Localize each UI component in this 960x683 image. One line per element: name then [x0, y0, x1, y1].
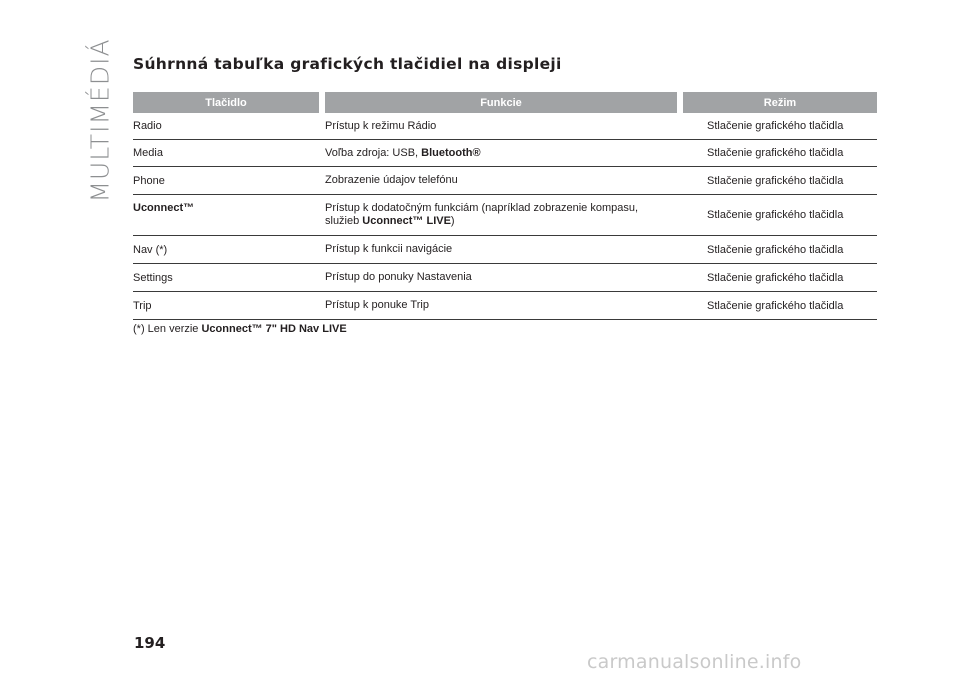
table-header: [133, 92, 877, 113]
footnote-text: (*) Len verzie: [133, 323, 202, 335]
footnote-bold: Uconnect™ 7" HD Nav LIVE: [201, 323, 347, 335]
header-mode: Režim: [683, 92, 877, 113]
cell-function: Prístup k funkcii navigácie: [325, 243, 453, 255]
table-row: [133, 264, 877, 292]
cell-button: Trip: [133, 299, 152, 312]
table-row: [133, 140, 877, 167]
cell-function-text: Voľba zdroja: USB,: [325, 146, 422, 159]
cell-function-bold: Uconnect™ LIVE: [362, 215, 451, 227]
cell-button: Phone: [133, 174, 165, 187]
cell-mode: Stlačenie grafického tlačidla: [707, 147, 844, 159]
cell-function: Prístup k ponuke Trip: [325, 299, 429, 311]
cell-button: Uconnect™: [133, 202, 195, 214]
cell-function: Prístup do ponuky Nastavenia: [325, 271, 472, 283]
watermark: carmanualsonline.info: [587, 651, 802, 673]
cell-mode: Stlačenie grafického tlačidla: [707, 174, 844, 187]
cell-function: [325, 202, 707, 228]
table-row: [133, 167, 877, 195]
cell-function-line2: [325, 215, 707, 228]
buttons-table: [133, 92, 877, 320]
section-side-label: [83, 37, 117, 203]
cell-button: Nav (*): [133, 243, 168, 256]
cell-function-line1: Prístup k dodatočným funkciám (napríklad zobrazenie kompasu,: [325, 202, 639, 214]
header-button: Tlačidlo: [133, 92, 319, 113]
cell-function-text: ): [450, 215, 455, 227]
cell-button: Radio: [133, 120, 162, 132]
cell-mode: Stlačenie grafického tlačidla: [707, 243, 844, 256]
section-side-label-text: MULTIMÉDIÁ: [85, 37, 115, 203]
cell-function: [325, 147, 707, 160]
cell-mode: Stlačenie grafického tlačidla: [707, 120, 844, 132]
cell-function: Prístup k režimu Rádio: [325, 119, 437, 132]
table-row: [133, 236, 877, 264]
cell-mode: Stlačenie grafického tlačidla: [707, 271, 844, 284]
cell-button: Media: [133, 147, 163, 159]
page-title: Súhrnná tabuľka grafických tlačidiel na displeji: [133, 55, 562, 73]
cell-function: Zobrazenie údajov telefónu: [325, 174, 458, 186]
table-row: [133, 292, 877, 320]
cell-function-text: služieb: [325, 215, 363, 227]
footnote: [133, 323, 347, 335]
page-number: 194: [134, 634, 166, 652]
table-row: [133, 195, 877, 236]
cell-function-bold: Bluetooth®: [421, 146, 481, 159]
table-row: [133, 113, 877, 140]
cell-mode: Stlačenie grafického tlačidla: [707, 299, 844, 312]
cell-button: Settings: [133, 271, 173, 284]
cell-mode: Stlačenie grafického tlačidla: [707, 209, 844, 221]
header-function: Funkcie: [325, 92, 677, 113]
